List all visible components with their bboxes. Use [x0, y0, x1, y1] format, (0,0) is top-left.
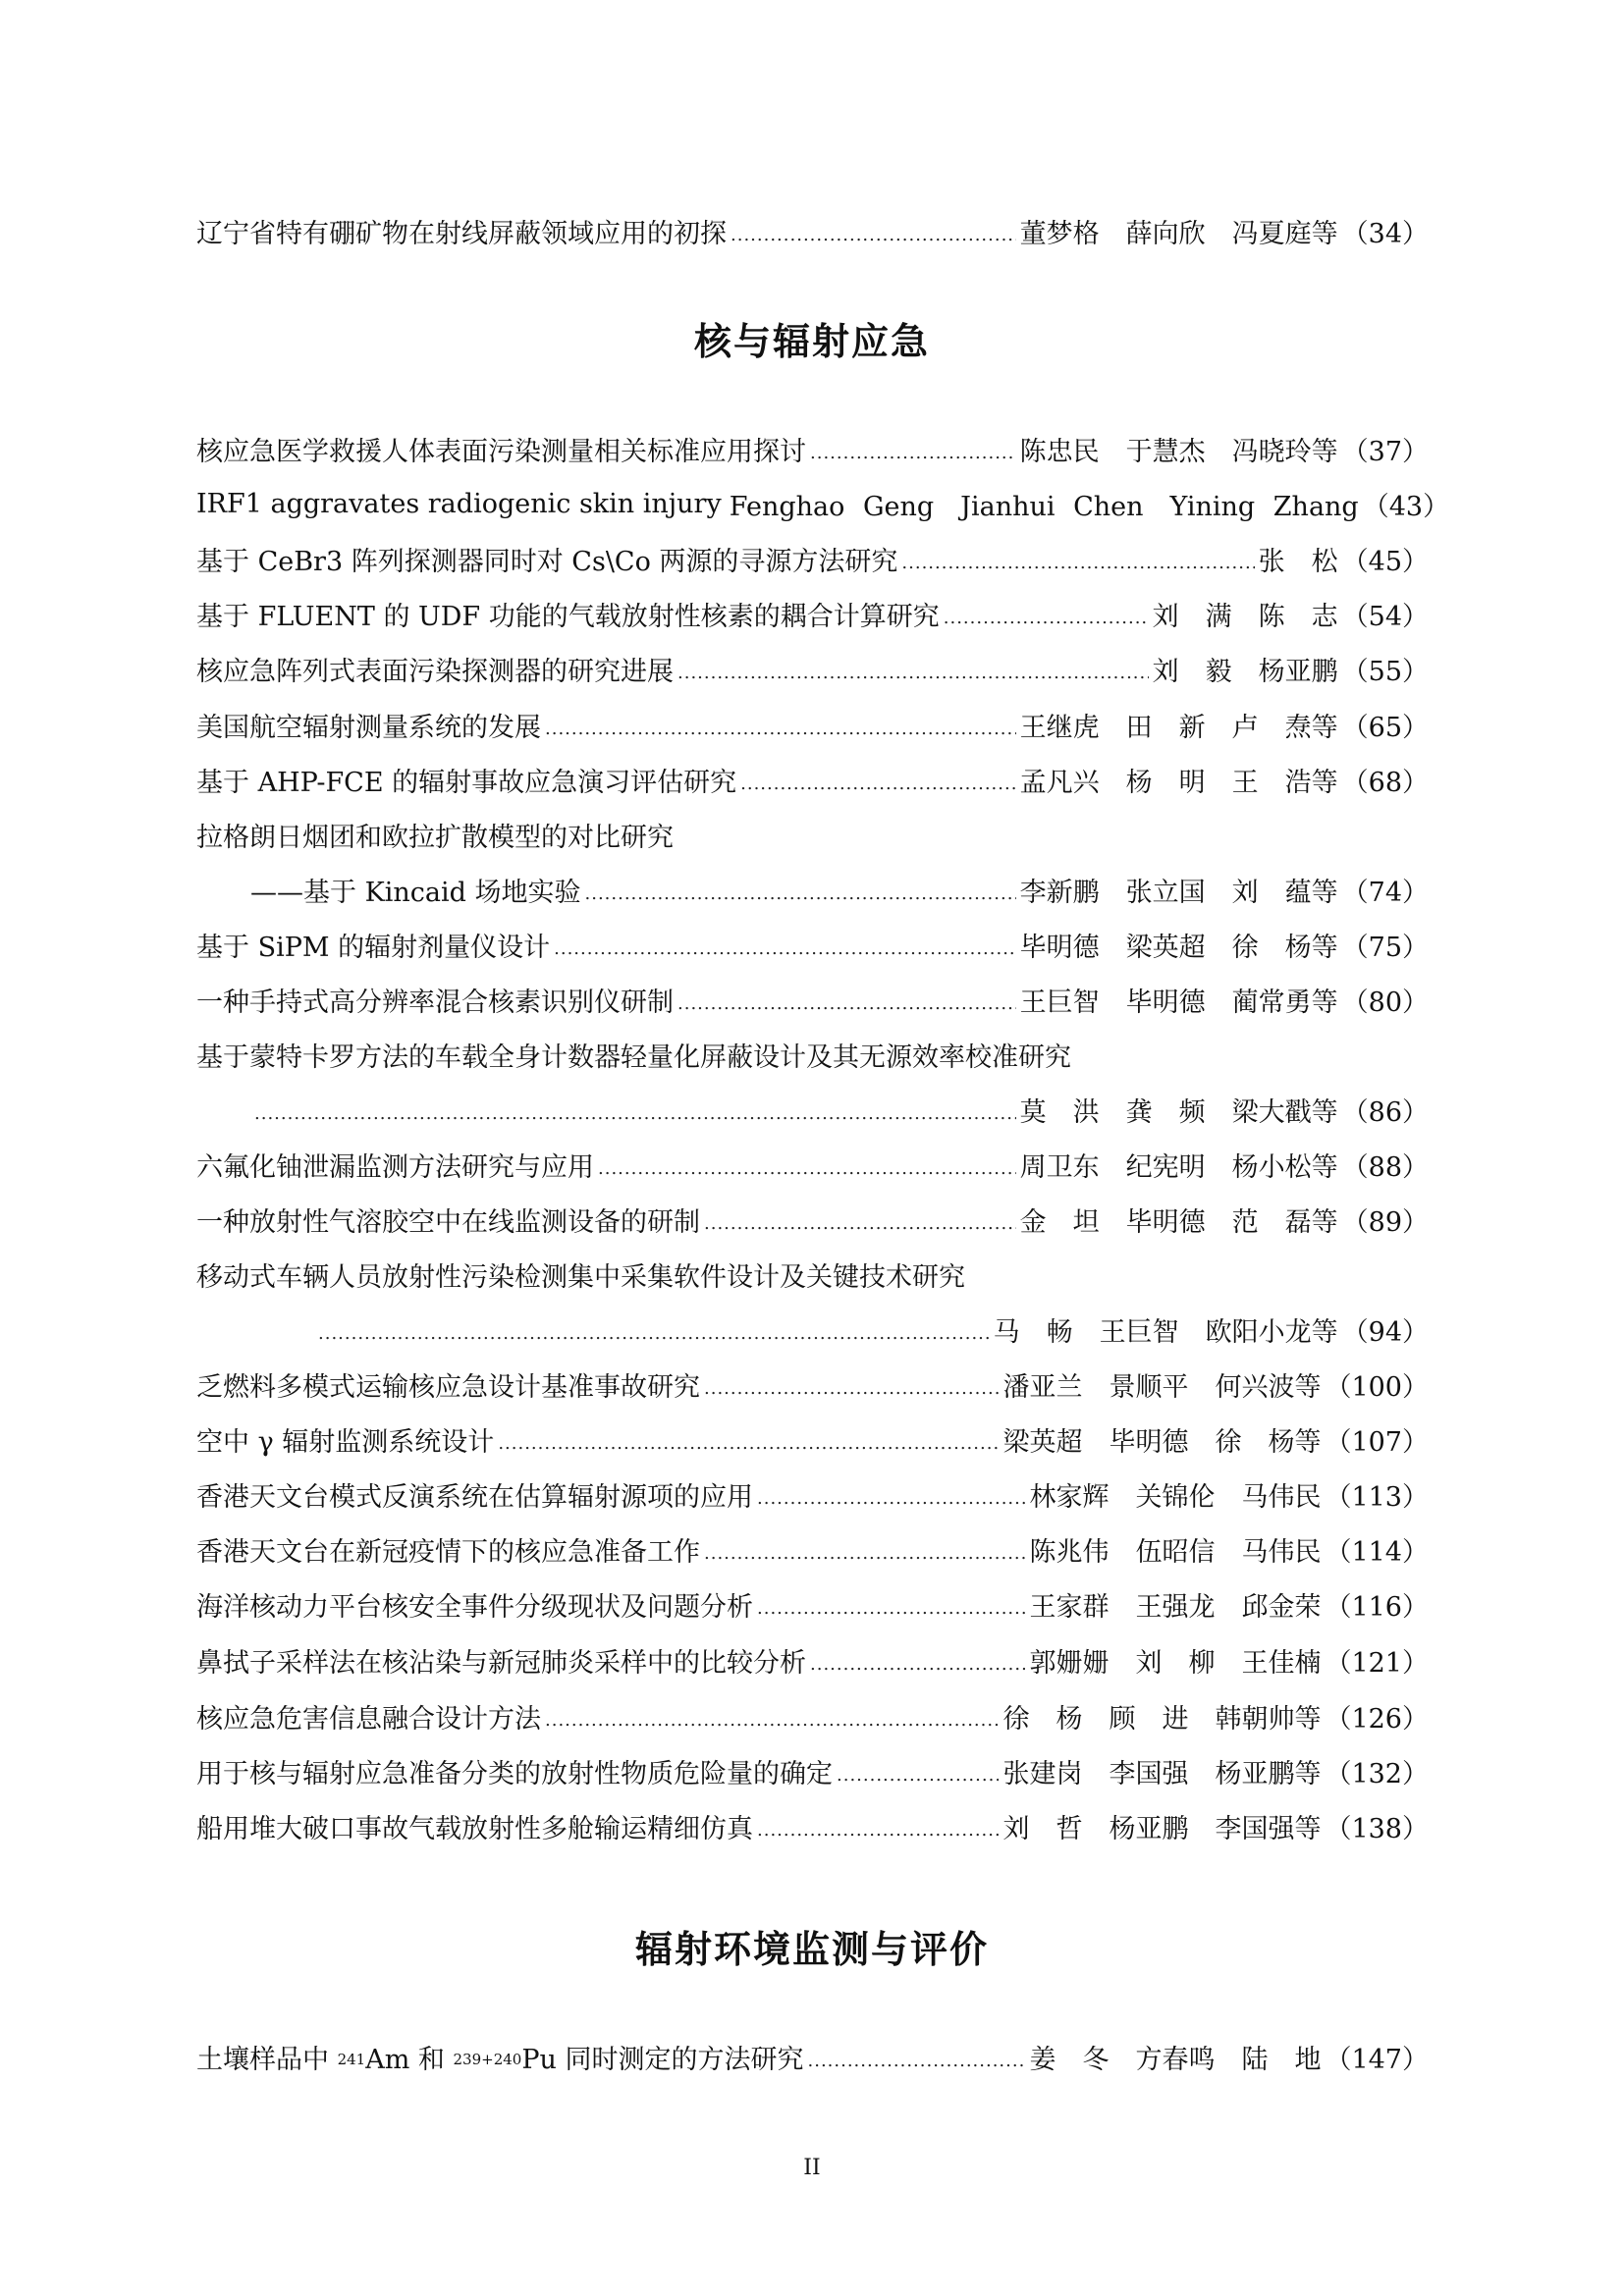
toc-entry — [196, 1416, 1429, 1462]
entry-title: 美国航空辐射测量系统的发展 — [196, 712, 541, 743]
entry-page: （74） — [1341, 877, 1429, 908]
entry-page: （75） — [1341, 932, 1429, 963]
entry-authors: 陈兆伟 伍昭信 马伟民 — [1029, 1536, 1322, 1568]
isotope-mass-number: 241 — [337, 2050, 366, 2068]
toc-entry — [196, 1637, 1429, 1682]
leader-dots — [740, 774, 1016, 794]
leader-dots — [808, 2051, 1026, 2071]
entry-title: 用于核与辐射应急准备分类的放射性物质危险量的确定 — [196, 1758, 833, 1789]
toc-entry — [196, 426, 1429, 471]
entry-title: 六氟化铀泄漏监测方法研究与应用 — [196, 1151, 594, 1183]
entry-title: 辽宁省特有硼矿物在射线屏蔽领域应用的初探 — [196, 218, 727, 249]
entry-authors: 梁英超 毕明德 徐 杨等 — [1002, 1426, 1322, 1458]
toc-entry — [250, 867, 1429, 912]
entry-page: （147） — [1325, 2044, 1429, 2075]
entry-authors: 陈忠民 于慧杰 冯晓玲等 — [1019, 436, 1338, 467]
entry-title: 香港天文台模式反演系统在估算辐射源项的应用 — [196, 1481, 753, 1513]
entry-page: （107） — [1325, 1426, 1429, 1458]
entry-title: 基于 SiPM 的辐射剂量仪设计 — [196, 932, 551, 963]
entry-authors: 王继虎 田 新 卢 焘等 — [1019, 712, 1338, 743]
entry-page: （80） — [1341, 987, 1429, 1018]
toc-entry — [196, 1471, 1429, 1517]
leader-dots — [598, 1158, 1016, 1179]
entry-page: （54） — [1341, 601, 1429, 632]
leader-dots — [704, 1543, 1025, 1564]
entry-authors: 刘 毅 杨亚鹏 — [1152, 656, 1338, 687]
entry-title: 船用堆大破口事故气载放射性多舱输运精细仿真 — [196, 1813, 753, 1844]
entry-title: 基于 AHP-FCE 的辐射事故应急演习评估研究 — [196, 767, 737, 798]
entry-title: 海洋核动力平台核安全事件分级现状及问题分析 — [196, 1591, 753, 1623]
entry-title: 基于 CeBr3 阵列探测器同时对 Cs\Co 两源的寻源方法研究 — [196, 546, 898, 577]
entry-authors: 刘 哲 杨亚鹏 李国强等 — [1002, 1813, 1322, 1844]
entry-page: （43） — [1362, 491, 1450, 522]
entry-page: （68） — [1341, 767, 1429, 798]
toc-entry — [196, 757, 1429, 802]
entry-page: （126） — [1325, 1703, 1429, 1735]
entry-title: 移动式车辆人员放射性污染检测集中采集软件设计及关键技术研究 — [196, 1261, 965, 1293]
leader-dots — [810, 443, 1016, 463]
entry-page: （37） — [1341, 436, 1429, 467]
leader-dots — [757, 1488, 1025, 1509]
entry-page: （86） — [1341, 1096, 1429, 1128]
toc-entry — [196, 208, 1429, 253]
entry-authors: 徐 杨 顾 进 韩朝帅等 — [1002, 1703, 1322, 1735]
entry-title: 一种放射性气溶胶空中在线监测设备的研制 — [196, 1206, 700, 1238]
leader-dots — [704, 1213, 1016, 1234]
entry-subtitle: ——基于 Kincaid 场地实验 — [250, 877, 581, 908]
entry-authors: Fenghao Geng Jianhui Chen Yining Zhang — [729, 491, 1359, 522]
entry-page: （113） — [1325, 1481, 1429, 1513]
section-heading-emergency: 核与辐射应急 — [693, 320, 930, 363]
toc-entry — [196, 481, 1450, 526]
entry-title: 核应急危害信息融合设计方法 — [196, 1703, 541, 1735]
entry-title: 香港天文台在新冠疫情下的核应急准备工作 — [196, 1536, 700, 1568]
leader-dots — [757, 1820, 999, 1841]
leader-dots — [318, 1323, 990, 1344]
toc-entry — [196, 977, 1429, 1022]
entry-authors: 马 畅 王巨智 欧阳小龙等 — [993, 1316, 1338, 1348]
entry-page: （55） — [1341, 656, 1429, 687]
entry-authors: 毕明德 梁英超 徐 杨等 — [1019, 932, 1338, 963]
toc-entry — [196, 1197, 1429, 1242]
leader-dots — [901, 553, 1254, 573]
entry-title: 基于蒙特卡罗方法的车载全身计数器轻量化屏蔽设计及其无源效率校准研究 — [196, 1041, 1071, 1073]
leader-dots — [837, 1765, 999, 1786]
entry-authors: 周卫东 纪宪明 杨小松等 — [1019, 1151, 1338, 1183]
entry-page: （138） — [1325, 1813, 1429, 1844]
leader-dots — [704, 1378, 999, 1399]
entry-page: （89） — [1341, 1206, 1429, 1238]
toc-entry — [250, 1087, 1429, 1132]
entry-title: 空中 γ 辐射监测系统设计 — [196, 1426, 495, 1458]
toc-entry — [196, 922, 1429, 967]
leader-dots — [731, 225, 1016, 245]
entry-page: （65） — [1341, 712, 1429, 743]
entry-authors: 林家辉 关锦伦 马伟民 — [1029, 1481, 1322, 1513]
entry-authors: 郭姗姗 刘 柳 王佳楠 — [1029, 1647, 1322, 1679]
toc-entry — [196, 591, 1429, 636]
toc-entry — [196, 1526, 1429, 1572]
page-number: II — [803, 2156, 821, 2180]
toc-entry — [196, 1142, 1429, 1187]
entry-authors: 王家群 王强龙 邱金荣 — [1029, 1591, 1322, 1623]
entry-page: （114） — [1325, 1536, 1429, 1568]
entry-authors: 莫 洪 龚 频 梁大戳等 — [1019, 1096, 1338, 1128]
entry-page: （34） — [1341, 218, 1429, 249]
section-heading-environment: 辐射环境监测与评价 — [634, 1928, 989, 1971]
entry-authors: 王巨智 毕明德 蔺常勇等 — [1019, 987, 1338, 1018]
entry-page: （116） — [1325, 1591, 1429, 1623]
toc-entry — [196, 646, 1429, 691]
leader-dots — [545, 1710, 999, 1731]
leader-dots — [810, 1654, 1025, 1675]
toc-entry-title-line — [196, 812, 1429, 857]
entry-title: 一种手持式高分辨率混合核素识别仪研制 — [196, 987, 674, 1018]
toc-entry — [196, 1362, 1429, 1407]
entry-title: 鼻拭子采样法在核沾染与新冠肺炎采样中的比较分析 — [196, 1647, 806, 1679]
toc-entry — [196, 2034, 1429, 2079]
entry-page: （121） — [1325, 1647, 1429, 1679]
leader-dots — [498, 1433, 999, 1454]
isotope-mass-number: 239+240 — [453, 2050, 522, 2068]
toc-entry — [196, 702, 1429, 747]
leader-dots — [944, 608, 1149, 628]
entry-authors: 孟凡兴 杨 明 王 浩等 — [1019, 767, 1338, 798]
entry-page: （100） — [1325, 1371, 1429, 1403]
entry-title: 土壤样品中 $^{241}$Am 和 $^{239+240}$Pu 同时测定的方法研究 — [196, 2044, 804, 2075]
leader-dots — [545, 719, 1016, 739]
entry-title: 乏燃料多模式运输核应急设计基准事故研究 — [196, 1371, 700, 1403]
entry-title: IRF1 aggravates radiogenic skin injury — [196, 488, 722, 519]
entry-title: 核应急阵列式表面污染探测器的研究进展 — [196, 656, 674, 687]
toc-entry — [196, 1693, 1429, 1738]
entry-page: （132） — [1325, 1758, 1429, 1789]
leader-dots — [254, 1103, 1016, 1124]
toc-entry-title-line — [196, 1032, 1429, 1077]
toc-entry — [196, 1803, 1429, 1848]
entry-authors: 刘 满 陈 志 — [1152, 601, 1338, 632]
toc-entry — [196, 536, 1429, 581]
entry-authors: 李新鹏 张立国 刘 蕴等 — [1019, 877, 1338, 908]
leader-dots — [677, 663, 1149, 683]
entry-page: （88） — [1341, 1151, 1429, 1183]
entry-authors: 张 松 — [1258, 546, 1338, 577]
toc-entry — [314, 1307, 1429, 1352]
toc-entry — [196, 1748, 1429, 1793]
entry-page: （45） — [1341, 546, 1429, 577]
leader-dots — [757, 1598, 1025, 1619]
entry-authors: 金 坦 毕明德 范 磊等 — [1019, 1206, 1338, 1238]
leader-dots — [677, 993, 1016, 1014]
entry-authors: 姜 冬 方春鸣 陆 地 — [1029, 2044, 1322, 2075]
entry-title: 基于 FLUENT 的 UDF 功能的气载放射性核素的耦合计算研究 — [196, 601, 940, 632]
entry-authors: 潘亚兰 景顺平 何兴波等 — [1002, 1371, 1322, 1403]
entry-authors: 董梦格 薛向欣 冯夏庭等 — [1019, 218, 1338, 249]
leader-dots — [585, 883, 1016, 904]
toc-entry-title-line — [196, 1252, 1429, 1297]
entry-title: 核应急医学救援人体表面污染测量相关标准应用探讨 — [196, 436, 806, 467]
toc-entry — [196, 1581, 1429, 1627]
entry-title: 拉格朗日烟团和欧拉扩散模型的对比研究 — [196, 822, 674, 853]
leader-dots — [554, 938, 1016, 959]
entry-authors: 张建岗 李国强 杨亚鹏等 — [1002, 1758, 1322, 1789]
entry-page: （94） — [1341, 1316, 1429, 1348]
